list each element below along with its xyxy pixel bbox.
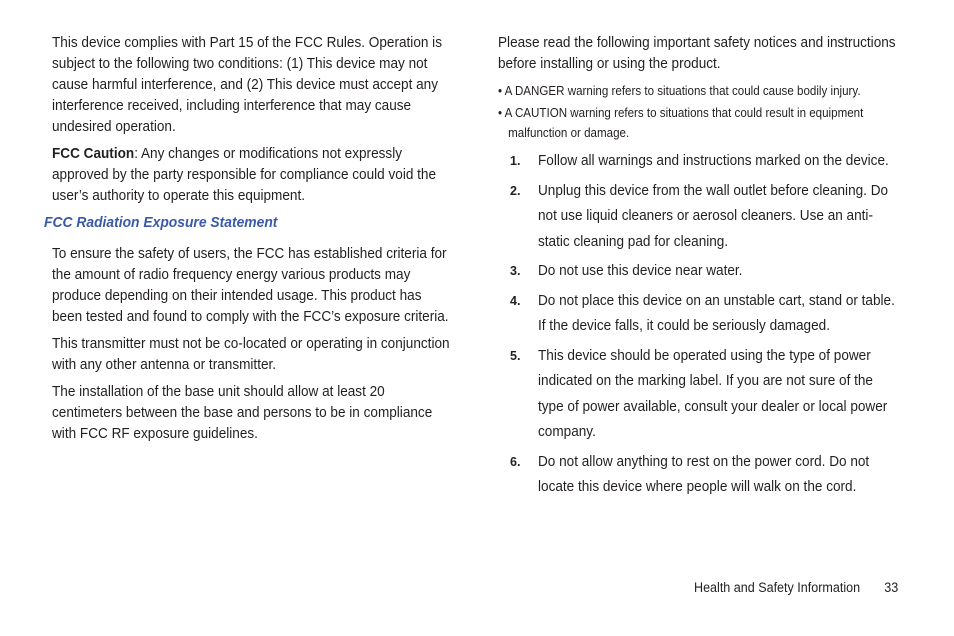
safety-intro-paragraph: Please read the following important safety notices and instructions before installing or using the product. [498,35,896,72]
right-column [498,33,908,505]
list-item [498,179,908,256]
section-heading: FCC Radiation Exposure Statement [44,215,278,231]
fcc-caution-paragraph [52,144,452,207]
list-item [498,450,908,501]
compliance-paragraph: This device complies with Part 15 of the FCC Rules. Operation is subject to the following two conditions: (1) This device may not cause harmful interference, and (2) This device must accept any interference received, including interference that may cause undesired operation. [52,35,442,135]
step-number: 6. [510,454,521,469]
list-item [498,344,908,446]
warning-bullet-list [498,81,908,143]
page-footer [694,578,898,598]
step-number: 1. [510,154,521,168]
fcc-caution-text: : Any changes or modifications not expressly approved by the party responsible for compliance could void the user’s authority to operate this equipment. [52,146,437,204]
left-column [44,33,452,451]
list-item [498,259,908,285]
step-text: Unplug this device from the wall outlet before cleaning. Do not use liquid cleaners or aerosol cleaners. Use an anti-static cleaning pad for cleaning. [538,182,889,250]
list-item: • A CAUTION warning refers to situations that could result in equipment malfunction or damage. [498,106,864,140]
step-text: Follow all warnings and instructions marked on the device. [538,153,889,169]
step-number: 4. [510,293,521,308]
list-item [498,289,908,340]
footer-section-title: Health and Safety Information [694,580,861,595]
page-number: 33 [884,580,899,595]
step-text: This device should be operated using the type of power indicated on the marking label. If you are not sure of the type of power available, consult your dealer or local power company. [538,347,888,440]
step-text: Do not use this device near water. [538,263,743,279]
step-text: Do not place this device on an unstable cart, stand or table. If the device falls, it could be seriously damaged. [538,292,895,334]
step-text: Do not allow anything to rest on the power cord. Do not locate this device where people will walk on the cord. [538,453,870,495]
exposure-criteria-paragraph: To ensure the safety of users, the FCC has established criteria for the amount of radio frequency energy various products may produce depending on their intended usage. This product has been tested and found to comply with the FCC’s exposure criteria. [52,246,449,325]
step-number: 3. [510,264,521,278]
co-location-paragraph: This transmitter must not be co-located or operating in conjunction with any other antenna or transmitter. [52,336,450,373]
installation-distance-paragraph: The installation of the base unit should allow at least 20 centimeters between the base and persons to be in compliance with FCC RF exposure guidelines. [52,384,433,442]
safety-steps-list [498,149,908,501]
fcc-caution-label: FCC Caution [52,146,135,162]
list-item: • A DANGER warning refers to situations that could cause bodily injury. [498,84,861,98]
list-item [498,149,908,175]
step-number: 2. [510,183,521,198]
step-number: 5. [510,348,521,363]
